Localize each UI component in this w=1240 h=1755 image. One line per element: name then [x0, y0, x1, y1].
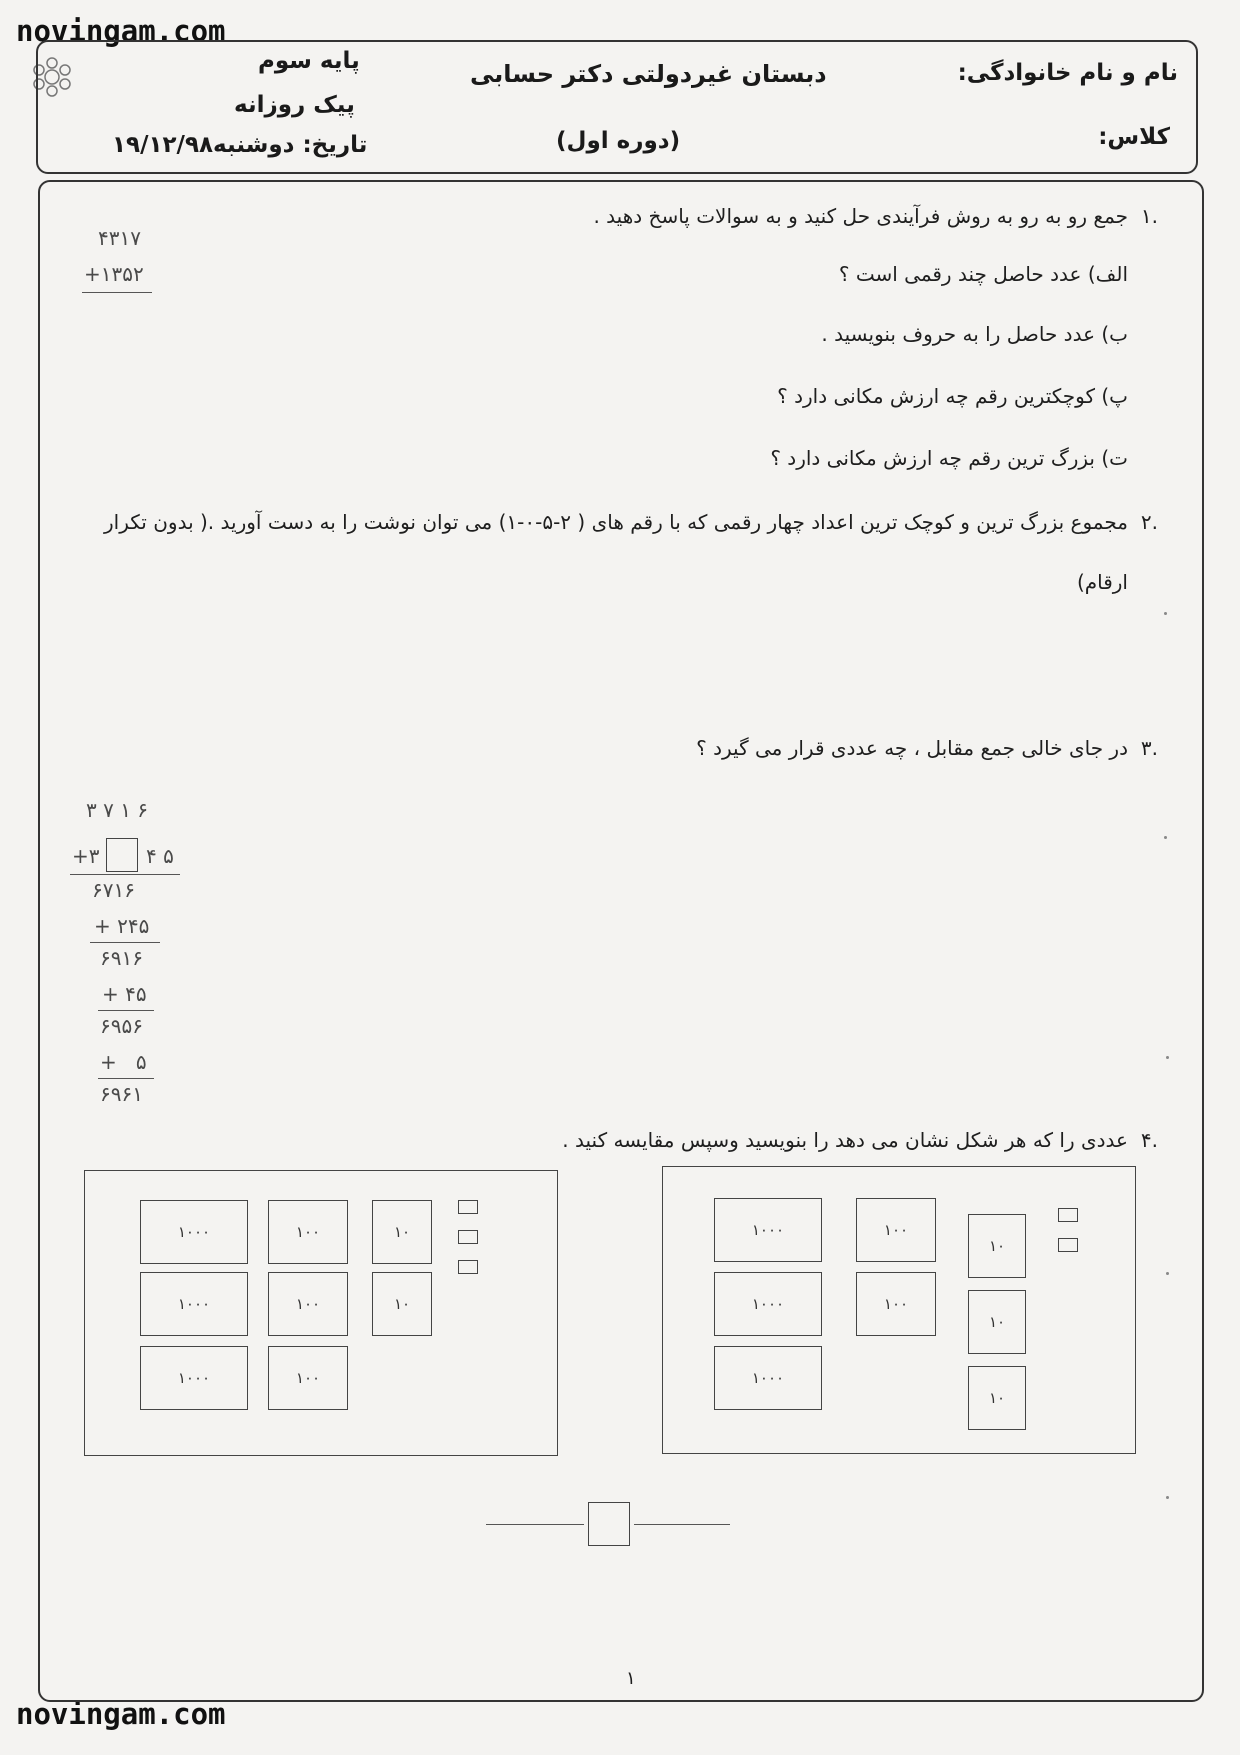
ten-block: ۱۰: [372, 1272, 432, 1336]
q1-part-d: ت) بزرگ ترین رقم چه ارزش مکانی دارد ؟: [770, 446, 1128, 470]
thousand-block: ۱۰۰۰: [714, 1346, 822, 1410]
q3-row1: ۳ ۷ ۱ ۶: [86, 798, 149, 822]
scan-speck: [1166, 1056, 1169, 1059]
ten-block: ۱۰: [968, 1214, 1026, 1278]
q3-row9: ۶۹۶۱: [100, 1082, 143, 1106]
comparison-box[interactable]: [588, 1502, 630, 1546]
hundred-block: ۱۰۰: [856, 1198, 936, 1262]
scan-speck: [1166, 1272, 1169, 1275]
q3-line2: [90, 942, 160, 943]
thousand-block: ۱۰۰۰: [140, 1200, 248, 1264]
thousand-block: ۱۰۰۰: [140, 1272, 248, 1336]
q1-text: جمع رو به رو به روش فرآیندی حل کنید و به سوالات پاسخ دهید .: [593, 204, 1128, 228]
unit-block: [458, 1230, 478, 1244]
watermark-top: novingam.com: [16, 14, 226, 48]
name-label: نام و نام خانوادگی:: [957, 60, 1178, 86]
date: تاریخ: دوشنبه۱۹/۱۲/۹۸: [112, 132, 368, 158]
q3-text: در جای خالی جمع مقابل ، چه عددی قرار می گیرد ؟: [696, 736, 1128, 760]
q4-number: ۴.: [1140, 1128, 1158, 1152]
unit-block: [458, 1260, 478, 1274]
scan-speck: [1164, 836, 1167, 839]
scan-speck: [1166, 1496, 1169, 1499]
thousand-block: ۱۰۰۰: [714, 1272, 822, 1336]
school-name: دبستان غیردولتی دکتر حسابی: [470, 60, 827, 88]
answer-line-right[interactable]: [634, 1524, 730, 1525]
grade: پایه سوم: [258, 48, 360, 74]
q3-row4: + ۲۴۵: [94, 914, 150, 938]
hundred-block: ۱۰۰: [268, 1346, 348, 1410]
q1-sum-line: [82, 292, 152, 293]
q2-line1: مجموع بزرگ ترین و کوچک ترین اعداد چهار رقمی که با رقم های ( ۲-۵-۰-۱) می توان نوشت را به دست آورید .( بدون تکرار: [104, 510, 1128, 534]
q1-sum-top: ۴۳۱۷: [98, 226, 141, 250]
hundred-block: ۱۰۰: [268, 1200, 348, 1264]
body-frame: [38, 180, 1204, 1702]
thousand-block: ۱۰۰۰: [140, 1346, 248, 1410]
q1-part-a: الف) عدد حاصل چند رقمی است ؟: [838, 262, 1128, 286]
q3-row5: ۶۹۱۶: [100, 946, 143, 970]
q3-line3: [98, 1010, 154, 1011]
thousand-block: ۱۰۰۰: [714, 1198, 822, 1262]
q2-number: ۲.: [1140, 510, 1158, 534]
q1-part-c: پ) کوچکترین رقم چه ارزش مکانی دارد ؟: [777, 384, 1128, 408]
hundred-block: ۱۰۰: [268, 1272, 348, 1336]
q3-row8: + ۵: [100, 1050, 147, 1074]
page-number: ۱: [626, 1668, 636, 1689]
q1-number: ۱.: [1140, 204, 1158, 228]
period: (دوره اول): [556, 128, 681, 154]
unit-block: [1058, 1238, 1078, 1252]
q3-row7: ۶۹۵۶: [100, 1014, 143, 1038]
q1-sum-bottom: +۱۳۵۲: [84, 262, 144, 286]
q1-part-b: ب) عدد حاصل را به حروف بنویسید .: [821, 322, 1128, 346]
q3-number: ۳.: [1140, 736, 1158, 760]
ten-block: ۱۰: [372, 1200, 432, 1264]
unit-block: [458, 1200, 478, 1214]
q2-line2: ارقام): [1076, 570, 1128, 594]
q3-line1: [70, 874, 180, 875]
unit-block: [1058, 1208, 1078, 1222]
q3-row2-left: +۳: [72, 844, 100, 868]
q4-text: عددی را که هر شکل نشان می دهد را بنویسید وسپس مقایسه کنید .: [562, 1128, 1128, 1152]
scan-speck: [1164, 612, 1167, 615]
q3-line4: [98, 1078, 154, 1079]
q3-row3: ۶۷۱۶: [92, 878, 135, 902]
watermark-bottom: novingam.com: [16, 1697, 226, 1731]
hundred-block: ۱۰۰: [856, 1272, 936, 1336]
ten-block: ۱۰: [968, 1290, 1026, 1354]
q3-blank-box[interactable]: [106, 838, 138, 872]
ten-block: ۱۰: [968, 1366, 1026, 1430]
answer-line-left[interactable]: [486, 1524, 584, 1525]
class-label: کلاس:: [1098, 124, 1170, 150]
q3-row6: + ۴۵: [102, 982, 147, 1006]
page-title: پیک روزانه: [234, 92, 355, 118]
q3-row2-right: ۴ ۵: [146, 844, 174, 868]
